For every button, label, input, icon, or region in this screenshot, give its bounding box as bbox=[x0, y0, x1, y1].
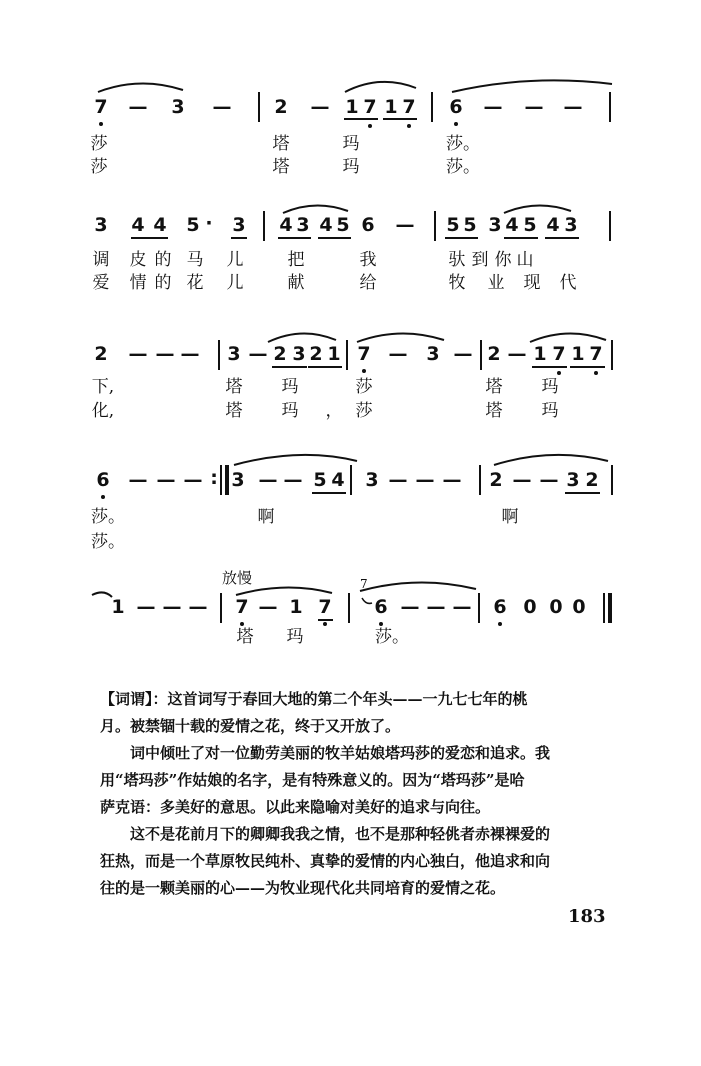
note: 7 bbox=[363, 96, 377, 118]
note: 1 bbox=[345, 96, 359, 118]
beam-underline bbox=[231, 237, 247, 239]
note: 3 bbox=[365, 469, 379, 491]
note: 7 bbox=[235, 596, 249, 618]
bar-line bbox=[350, 465, 352, 495]
repeat-bar-line-thick bbox=[225, 465, 229, 495]
note: 3 bbox=[227, 343, 241, 365]
note: 3 bbox=[94, 214, 108, 236]
note: 5 bbox=[336, 214, 350, 236]
beam-underline bbox=[545, 237, 579, 239]
lyric: 塔 bbox=[225, 401, 243, 421]
low-octave-dot bbox=[101, 495, 105, 499]
beam-underline bbox=[308, 366, 342, 368]
bar-line bbox=[609, 92, 611, 122]
note: 5 bbox=[313, 469, 327, 491]
note: — bbox=[248, 343, 268, 365]
note: — bbox=[180, 343, 200, 365]
low-octave-dot bbox=[99, 122, 103, 126]
lyric: 莎 bbox=[90, 134, 108, 154]
note: 5 bbox=[463, 214, 477, 236]
note: — bbox=[258, 469, 278, 491]
note: 6 bbox=[493, 596, 507, 618]
page-number: 183 bbox=[568, 906, 606, 927]
note: 2 bbox=[489, 469, 503, 491]
note: — bbox=[395, 214, 415, 236]
note: — bbox=[183, 469, 203, 491]
note: — bbox=[128, 343, 148, 365]
lyric: 给 bbox=[359, 273, 377, 293]
note: — bbox=[388, 469, 408, 491]
bar-line bbox=[263, 211, 265, 241]
note: — bbox=[483, 96, 503, 118]
note: — bbox=[128, 96, 148, 118]
lyric: 儿 bbox=[226, 273, 244, 293]
beam-underline bbox=[344, 118, 378, 120]
commentary-line: 这不是花前月下的卿卿我我之情，也不是那种轻佻者赤裸裸爱的 bbox=[130, 825, 551, 843]
note: 4 bbox=[505, 214, 519, 236]
low-octave-dot bbox=[379, 622, 383, 626]
note: — bbox=[212, 96, 232, 118]
bar-line bbox=[218, 340, 220, 370]
note: — bbox=[452, 596, 472, 618]
lyric: 儿 bbox=[226, 250, 244, 270]
lyric: 马 bbox=[186, 250, 204, 270]
lyric: 献 bbox=[287, 273, 305, 293]
low-octave-dot bbox=[557, 371, 561, 375]
note: 2 bbox=[274, 96, 288, 118]
lyric: 玛 bbox=[281, 401, 299, 421]
final-bar-line bbox=[603, 593, 605, 623]
lyric: 啊 bbox=[501, 507, 519, 527]
commentary-line: 萨克语：多美好的意思。以此来隐喻对美好的追求与向往。 bbox=[100, 798, 491, 816]
bar-line bbox=[611, 340, 613, 370]
note: — bbox=[283, 469, 303, 491]
lyric: 你 bbox=[494, 250, 512, 270]
commentary-line: 往的是一颗美丽的心——为牧业现代化共同培育的爱情之花。 bbox=[100, 879, 506, 897]
note: 2 bbox=[585, 469, 599, 491]
lyric: 牧 bbox=[448, 273, 466, 293]
note: 4 bbox=[319, 214, 333, 236]
lyric: 的 bbox=[154, 273, 172, 293]
final-bar-line-thick bbox=[608, 593, 612, 623]
lyric: 调 bbox=[92, 250, 110, 270]
tempo-marking: 放慢 bbox=[222, 569, 253, 587]
lyric: 塔 bbox=[485, 377, 503, 397]
note: — bbox=[162, 596, 182, 618]
lyric: 现 bbox=[523, 273, 541, 293]
lyric: 啊 bbox=[257, 507, 275, 527]
note: 7 bbox=[357, 343, 371, 365]
commentary-line: 月。被禁锢十载的爱情之花，终于又开放了。 bbox=[100, 717, 401, 735]
repeat-dots: : bbox=[210, 467, 218, 489]
lyric: 情 bbox=[129, 273, 147, 293]
note: 0 bbox=[549, 596, 563, 618]
lyric: 代 bbox=[559, 273, 577, 293]
lyric: 莎。 bbox=[446, 134, 480, 154]
note: 7 bbox=[552, 343, 566, 365]
grace-note: 7 bbox=[360, 577, 368, 591]
note: 1 bbox=[533, 343, 547, 365]
beam-underline bbox=[570, 366, 605, 368]
note: · bbox=[205, 212, 213, 234]
note: — bbox=[524, 96, 544, 118]
lyric: 莎 bbox=[355, 401, 373, 421]
bar-line bbox=[479, 465, 481, 495]
note: 7 bbox=[402, 96, 416, 118]
note: 4 bbox=[131, 214, 145, 236]
note: 2 bbox=[309, 343, 323, 365]
note: — bbox=[400, 596, 420, 618]
note: — bbox=[258, 596, 278, 618]
lyric: 驮 bbox=[448, 250, 466, 270]
lyric: 山 bbox=[516, 250, 534, 270]
note: 6 bbox=[361, 214, 375, 236]
beam-underline bbox=[565, 492, 600, 494]
bar-line bbox=[434, 211, 436, 241]
note: 3 bbox=[296, 214, 310, 236]
lyric: 塔 bbox=[272, 157, 290, 177]
note: — bbox=[563, 96, 583, 118]
lyric: 我 bbox=[359, 250, 377, 270]
bar-line bbox=[346, 340, 348, 370]
note: 2 bbox=[273, 343, 287, 365]
note: — bbox=[388, 343, 408, 365]
slur-marks bbox=[0, 565, 701, 635]
bar-line bbox=[348, 593, 350, 623]
note: 2 bbox=[487, 343, 501, 365]
lyric: 莎 bbox=[355, 377, 373, 397]
note: 1 bbox=[571, 343, 585, 365]
note: 4 bbox=[546, 214, 560, 236]
beam-underline bbox=[318, 619, 333, 621]
note: 6 bbox=[96, 469, 110, 491]
note: — bbox=[128, 469, 148, 491]
lyric: 塔 bbox=[225, 377, 243, 397]
note: 3 bbox=[426, 343, 440, 365]
note: 2 bbox=[94, 343, 108, 365]
beam-underline bbox=[445, 237, 478, 239]
bar-line bbox=[611, 465, 613, 495]
commentary-line: 狂热，而是一个草原牧民纯朴、真挚的爱情的内心独白，他追求和向 bbox=[100, 852, 551, 870]
lyric: 皮 bbox=[129, 250, 147, 270]
low-octave-dot bbox=[323, 622, 327, 626]
note: 0 bbox=[523, 596, 537, 618]
note: 4 bbox=[279, 214, 293, 236]
bar-line bbox=[220, 593, 222, 623]
commentary-line: 词中倾吐了对一位勤劳美丽的牧羊姑娘塔玛莎的爱恋和追求。我 bbox=[130, 744, 551, 762]
beam-underline bbox=[504, 237, 538, 239]
beam-underline bbox=[383, 118, 417, 120]
note: 3 bbox=[171, 96, 185, 118]
note: — bbox=[188, 596, 208, 618]
lyric: 爱 bbox=[92, 273, 110, 293]
note: 1 bbox=[327, 343, 341, 365]
note: 7 bbox=[94, 96, 108, 118]
note: — bbox=[507, 343, 527, 365]
lyric: ， bbox=[325, 401, 343, 421]
note: 1 bbox=[384, 96, 398, 118]
lyric: 玛 bbox=[286, 627, 304, 647]
note: — bbox=[310, 96, 330, 118]
low-octave-dot bbox=[454, 122, 458, 126]
low-octave-dot bbox=[498, 622, 502, 626]
commentary-line: 【词谓】：这首词写于春回大地的第二个年头——一九七七年的桃 bbox=[100, 690, 528, 708]
beam-underline bbox=[278, 237, 311, 239]
note: — bbox=[512, 469, 532, 491]
repeat-bar-line bbox=[220, 465, 222, 495]
note: 0 bbox=[572, 596, 586, 618]
note: 5 bbox=[446, 214, 460, 236]
lyric: 莎。 bbox=[375, 627, 409, 647]
lyric: 下, bbox=[91, 377, 115, 397]
lyric: 玛 bbox=[342, 157, 360, 177]
low-octave-dot bbox=[594, 371, 598, 375]
bar-line bbox=[480, 340, 482, 370]
lyric: 的 bbox=[154, 250, 172, 270]
note: 5 bbox=[186, 214, 200, 236]
lyric: 莎 bbox=[90, 157, 108, 177]
note: 3 bbox=[488, 214, 502, 236]
lyric: 玛 bbox=[541, 377, 559, 397]
lyric: 玛 bbox=[541, 401, 559, 421]
commentary-line: 用“塔玛莎”作姑娘的名字，是有特殊意义的。因为“塔玛莎”是哈 bbox=[100, 771, 525, 789]
lyric: 莎。 bbox=[91, 507, 125, 527]
lyric: 玛 bbox=[342, 134, 360, 154]
bar-line bbox=[258, 92, 260, 122]
lyric: 到 bbox=[471, 250, 489, 270]
note: 1 bbox=[289, 596, 303, 618]
note: — bbox=[442, 469, 462, 491]
beam-underline bbox=[272, 366, 307, 368]
low-octave-dot bbox=[368, 124, 372, 128]
note: 3 bbox=[564, 214, 578, 236]
bar-line bbox=[609, 211, 611, 241]
low-octave-dot bbox=[362, 369, 366, 373]
lyric: 业 bbox=[487, 273, 505, 293]
beam-underline bbox=[131, 237, 168, 239]
lyric: 莎。 bbox=[446, 157, 480, 177]
low-octave-dot bbox=[240, 622, 244, 626]
lyric: 莎。 bbox=[91, 532, 125, 552]
low-octave-dot bbox=[407, 124, 411, 128]
note: 3 bbox=[232, 214, 246, 236]
lyric: 塔 bbox=[485, 401, 503, 421]
note: 3 bbox=[231, 469, 245, 491]
note: — bbox=[539, 469, 559, 491]
lyric: 塔 bbox=[236, 627, 254, 647]
note: — bbox=[155, 343, 175, 365]
lyric: 塔 bbox=[272, 134, 290, 154]
bar-line bbox=[478, 593, 480, 623]
note: — bbox=[415, 469, 435, 491]
beam-underline bbox=[312, 492, 346, 494]
lyric: 玛 bbox=[281, 377, 299, 397]
note: — bbox=[136, 596, 156, 618]
note: 7 bbox=[318, 596, 332, 618]
note: 1 bbox=[111, 596, 125, 618]
note: 6 bbox=[449, 96, 463, 118]
lyric: 花 bbox=[186, 273, 204, 293]
note: — bbox=[156, 469, 176, 491]
bar-line bbox=[431, 92, 433, 122]
note: 4 bbox=[331, 469, 345, 491]
note: — bbox=[426, 596, 446, 618]
commentary bbox=[100, 686, 620, 902]
note: 7 bbox=[589, 343, 603, 365]
lyric: 化, bbox=[91, 401, 115, 421]
note: 3 bbox=[566, 469, 580, 491]
lyric: 把 bbox=[287, 250, 305, 270]
beam-underline bbox=[532, 366, 567, 368]
beam-underline bbox=[318, 237, 351, 239]
note: 5 bbox=[523, 214, 537, 236]
note: 3 bbox=[292, 343, 306, 365]
note: 4 bbox=[153, 214, 167, 236]
note: 6 bbox=[374, 596, 388, 618]
note: — bbox=[453, 343, 473, 365]
